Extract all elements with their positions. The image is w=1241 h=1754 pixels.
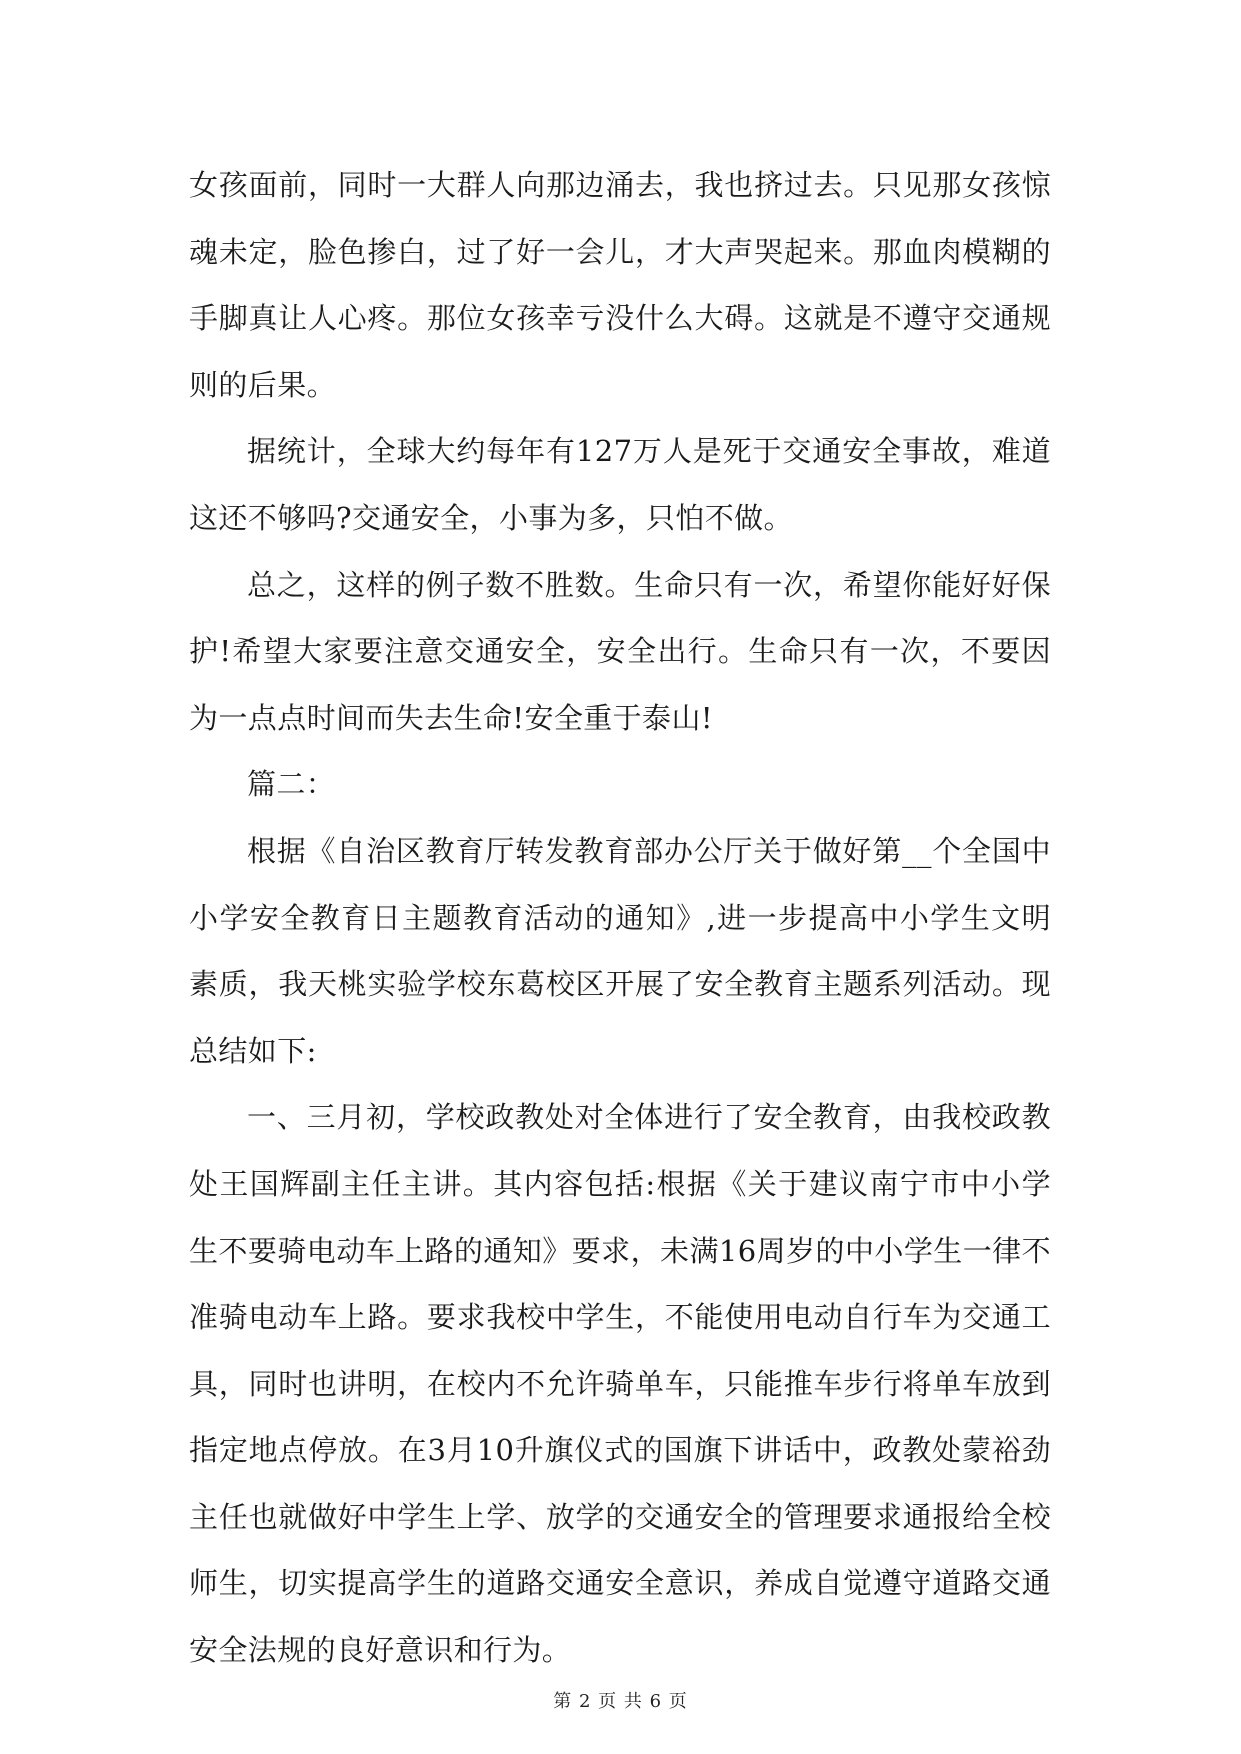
paragraph-continuation: 女孩面前，同时一大群人向那边涌去，我也挤过去。只见那女孩惊魂未定，脸色掺白，过了好一会儿，才大声哭起来。那血肉模糊的手脚真让人心疼。那位女孩幸亏没什么大碍。这就是不遵守交通规则的后果。 bbox=[189, 168, 1051, 402]
paragraph-conclusion: 总之，这样的例子数不胜数。生命只有一次，希望你能好好保护!希望大家要注意交通安全，安全出行。生命只有一次，不要因为一点点时间而失去生命!安全重于泰山! bbox=[189, 567, 1051, 735]
paragraph-item-one: 一、三月初，学校政教处对全体进行了安全教育，由我校政教处王国辉副主任主讲。其内容包括:根据《关于建议南宁市中小学生不要骑电动车上路的通知》要求，未满16周岁的中小学生一律不准骑电动车上路。要求我校中学生，不能使用电动自行车为交通工具，同时也讲明，在校内不允许骑单车，只能推车步行将单车放到指定地点停放。在3月10升旗仪式的国旗下讲话中，政教处蒙裕劲主任也就做好中学生上学、放学的交通安全的管理要求通报给全校师生，切实提高学生的道路交通安全意识，养成自觉遵守道路交通安全法规的良好意识和行为。 bbox=[189, 1100, 1051, 1668]
paragraph-statistics: 据统计，全球大约每年有127万人是死于交通安全事故，难道这还不够吗?交通安全，小事为多，只怕不做。 bbox=[189, 434, 1051, 535]
paragraph-introduction: 根据《自治区教育厅转发教育部办公厅关于做好第__个全国中小学安全教育日主题教育活动的通知》,进一步提高中小学生文明素质，我天桃实验学校东葛校区开展了安全教育主题系列活动。现总结如下: bbox=[189, 833, 1051, 1068]
document-body bbox=[189, 152, 1051, 1684]
section-heading-part-two: 篇二： bbox=[247, 767, 336, 802]
page-footer: 第 2 页 共 6 页 bbox=[553, 1691, 688, 1712]
